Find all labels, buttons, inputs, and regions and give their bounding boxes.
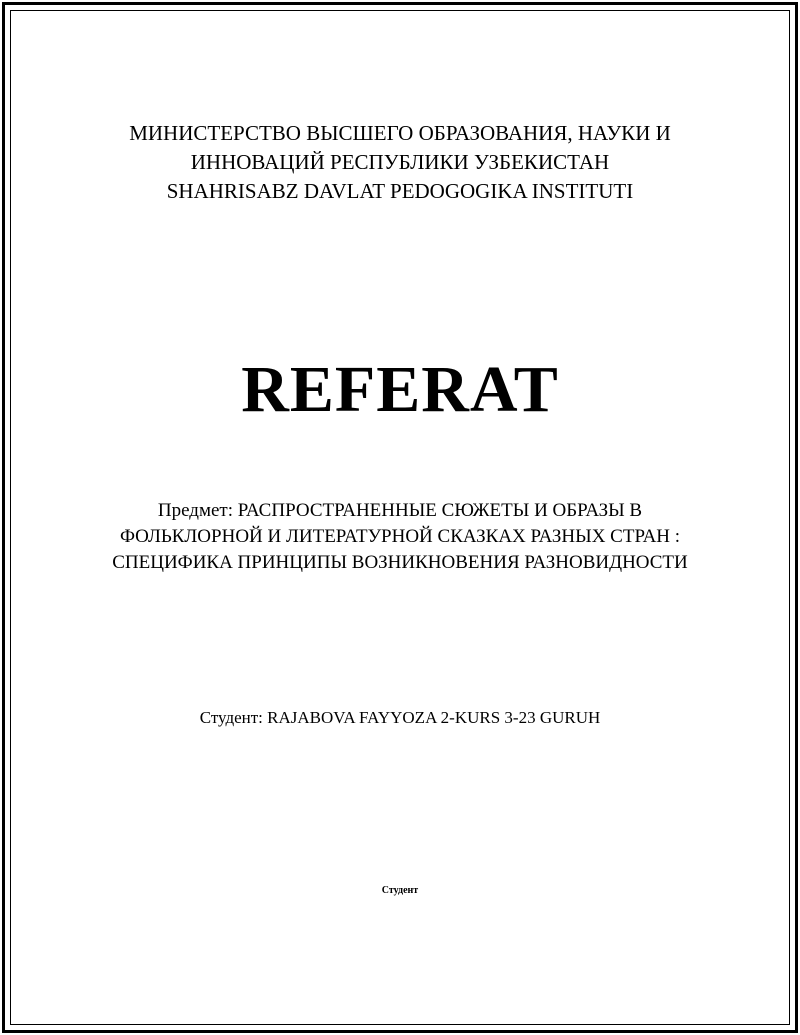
subject-line-3: СПЕЦИФИКА ПРИНЦИПЫ ВОЗНИКНОВЕНИЯ РАЗНОВИДНОСТИ	[112, 552, 688, 573]
header-line-2: ИННОВАЦИЙ РЕСПУБЛИКИ УЗБЕКИСТАН	[190, 150, 610, 174]
subject-line-2: ФОЛЬКЛОРНОЙ И ЛИТЕРАТУРНОЙ СКАЗКАХ РАЗНЫХ СТРАН :	[119, 526, 681, 547]
institution-header	[0, 119, 800, 206]
header-line-1: МИНИСТЕРСТВО ВЫСШЕГО ОБРАЗОВАНИЯ, НАУКИ И	[129, 121, 671, 145]
subject-block	[0, 498, 800, 576]
student-line: Студент: RAJABOVA FAYYOZA 2-KURS 3-23 GURUH	[199, 708, 601, 727]
footer-student-label: Студент	[381, 885, 419, 896]
subject-line-1: Предмет: РАСПРОСТРАНЕННЫЕ СЮЖЕТЫ И ОБРАЗЫ В	[157, 500, 643, 521]
header-line-3: SHAHRISABZ DAVLAT PEDOGOGIKA INSTITUTI	[166, 179, 634, 203]
document-title: REFERAT	[241, 353, 559, 426]
